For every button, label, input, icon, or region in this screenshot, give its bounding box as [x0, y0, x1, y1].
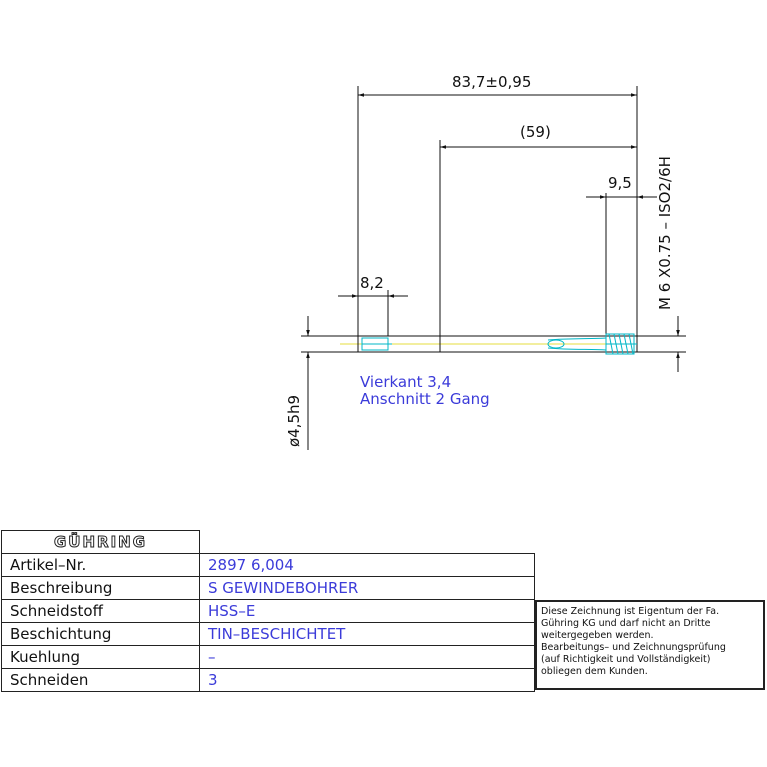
notice-line: obliegen dem Kunden.: [541, 666, 648, 677]
notice-line: weitergegeben werden.: [541, 630, 654, 641]
note-chamfer: Anschnitt 2 Gang: [360, 390, 490, 408]
table-row: [2, 554, 535, 577]
table-row: [2, 577, 535, 600]
ownership-notice: [535, 600, 765, 690]
table-row: [2, 600, 535, 623]
row-label: Artikel–Nr.: [2, 554, 200, 577]
dim-shank-diameter: ø4,5h9: [285, 394, 303, 447]
logo-cell: [2, 531, 200, 554]
row-value: S GEWINDEBOHRER: [200, 577, 535, 600]
dim-flute-length: (59): [520, 123, 551, 141]
tap-tool-body: [340, 334, 637, 354]
table-row: [2, 669, 535, 692]
thread-spec: M 6 X0.75 – ISO2/6H: [656, 156, 674, 310]
dim-thread-length: 9,5: [608, 174, 632, 192]
notice-line: Bearbeitungs– und Zeichnungsprüfung: [541, 642, 726, 653]
extension-lines: [301, 86, 686, 352]
row-label: Beschreibung: [2, 577, 200, 600]
table-row: [2, 623, 535, 646]
row-label: Beschichtung: [2, 623, 200, 646]
row-label: Schneiden: [2, 669, 200, 692]
note-square: Vierkant 3,4: [360, 373, 452, 391]
notice-line: Diese Zeichnung ist Eigentum der Fa.: [541, 606, 720, 617]
row-label: Kuehlung: [2, 646, 200, 669]
notice-line: (auf Richtigkeit und Vollständigkeit): [541, 654, 711, 665]
guehring-logo: GÜHRING: [53, 533, 148, 551]
title-block: [1, 530, 535, 692]
row-value: 2897 6,004: [200, 554, 535, 577]
row-value: 3: [200, 669, 535, 692]
row-label: Schneidstoff: [2, 600, 200, 623]
notice-line: Gühring KG und darf nicht an Dritte: [541, 618, 711, 629]
title-block-table: [1, 530, 535, 692]
row-value: HSS–E: [200, 600, 535, 623]
table-row: [2, 646, 535, 669]
dim-square-length: 8,2: [360, 274, 384, 292]
dim-total-length: 83,7±0,95: [452, 73, 532, 91]
row-value: TIN–BESCHICHTET: [200, 623, 535, 646]
row-value: –: [200, 646, 535, 669]
